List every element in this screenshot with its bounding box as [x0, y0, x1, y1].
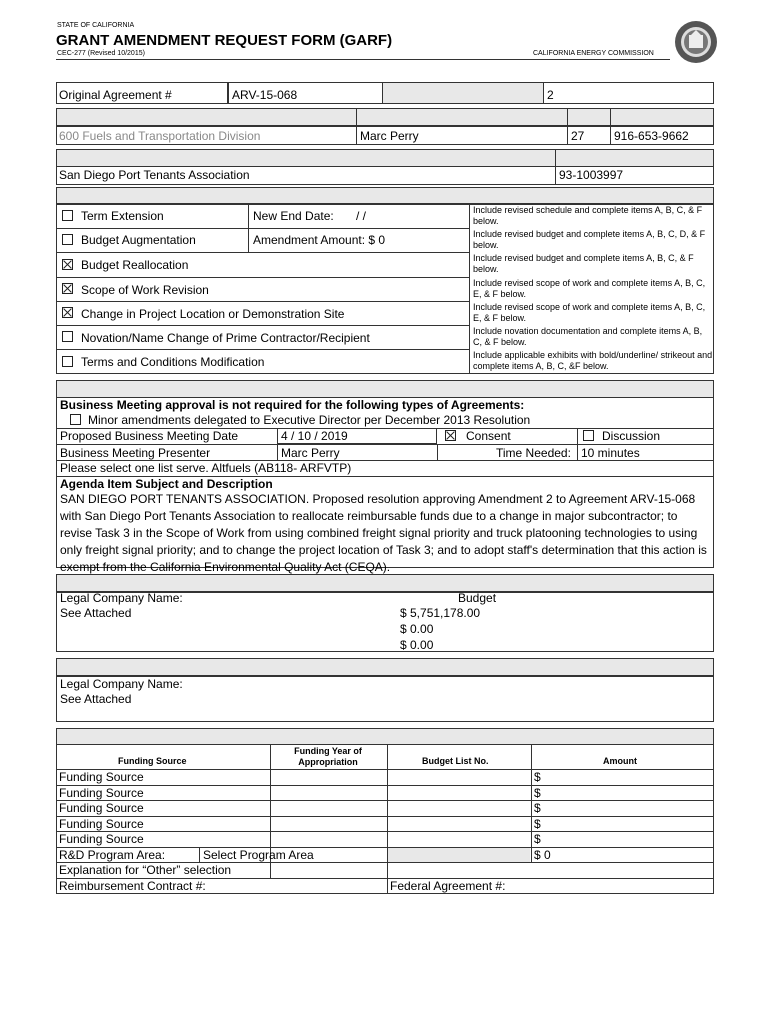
new-end-date-label: New End Date: [253, 209, 334, 223]
listserve-select[interactable]: Please select one list serve. Altfuels (AB118- ARFVTP) [60, 461, 352, 475]
funding-source-row-3[interactable]: Funding Source [59, 801, 144, 815]
terms-conditions-checkbox[interactable] [62, 356, 73, 367]
agency-name: CALIFORNIA ENERGY COMMISSION [533, 50, 654, 57]
vendor-legal-label: Legal Company Name: [60, 677, 183, 691]
new-end-date-field[interactable]: / / [356, 209, 367, 223]
funding-source-row-1[interactable]: Funding Source [59, 770, 144, 784]
agenda-description-field[interactable]: SAN DIEGO PORT TENANTS ASSOCIATION. Proposed resolution approving Amendment 2 to Agreement ARV-15-068 with San Diego Port Tenants Association to reallocate reimbursable funds due to a change in major subcontractor; to revise Task 3 in the Scope of Work from using combined freight signal priority and truck platooning technologies to using only freight signal priority; and to change the project location of Task 3; and to adopt staff's determination that this action is exempt from the California Environmental Quality Act (CEQA). [60, 492, 707, 574]
presenter-field[interactable]: Marc Perry [281, 446, 340, 460]
budget-field-2[interactable]: $ 0.00 [400, 622, 434, 636]
amount-row-5[interactable]: $ [534, 832, 541, 846]
budget-header: Budget [458, 591, 497, 605]
rd-program-select[interactable]: Select Program Area [203, 848, 314, 862]
funding-year-header: Funding Year of Appropriation [294, 746, 362, 767]
original-agreement-label: Original Agreement # [59, 88, 172, 102]
federal-agreement-label: Federal Agreement #: [390, 879, 506, 893]
fein-field[interactable]: 93-1003997 [559, 168, 624, 182]
phone-field[interactable]: 916-653-9662 [614, 129, 689, 143]
original-agreement-field[interactable]: ARV-15-068 [232, 88, 298, 102]
funding-source-row-2[interactable]: Funding Source [59, 786, 144, 800]
energy-commission-seal [674, 20, 718, 64]
novation-label: Novation/Name Change of Prime Contractor/Recipient [81, 331, 370, 345]
funding-source-header: Funding Source [118, 756, 187, 766]
terms-conditions-note: Include applicable exhibits with bold/underline/ strikeout and complete items A, B, C, &F below. [473, 350, 713, 371]
term-extension-note: Include revised schedule and complete items A, B, C, & F below. [473, 205, 703, 226]
subcontractor-name-field[interactable]: See Attached [60, 606, 132, 620]
scope-of-work-label: Scope of Work Revision [81, 283, 209, 297]
minor-amendment-label: Minor amendments delegated to Executive Director per December 2013 Resolution [88, 413, 531, 427]
other-explanation-label: Explanation for “Other” selection [59, 863, 232, 877]
discussion-label: Discussion [602, 429, 661, 443]
funding-source-row-4[interactable]: Funding Source [59, 817, 144, 831]
recipient-field[interactable]: San Diego Port Tenants Association [59, 168, 250, 182]
vendor-name-field[interactable]: See Attached [60, 692, 132, 706]
amount-row-4[interactable]: $ [534, 817, 541, 831]
budget-list-header: Budget List No. [422, 756, 489, 766]
ms-field[interactable]: 27 [571, 129, 585, 143]
term-extension-label: Term Extension [81, 209, 164, 223]
budget-augmentation-checkbox[interactable] [62, 234, 73, 245]
presenter-label: Business Meeting Presenter [60, 446, 211, 460]
term-extension-checkbox[interactable] [62, 210, 73, 221]
novation-checkbox[interactable] [62, 331, 73, 342]
consent-label: Consent [466, 429, 511, 443]
minor-amendment-checkbox[interactable] [70, 414, 81, 425]
proposed-date-label: Proposed Business Meeting Date [60, 429, 239, 443]
discussion-checkbox[interactable] [583, 430, 594, 441]
form-number: CEC-277 (Revised 10/2015) [57, 50, 145, 57]
form-title: GRANT AMENDMENT REQUEST FORM (GARF) [56, 32, 393, 49]
division-field[interactable]: 600 Fuels and Transportation Division [59, 129, 261, 143]
rd-program-label: R&D Program Area: [59, 848, 166, 862]
proposed-date-field[interactable]: 4 / 10 / 2019 [281, 429, 348, 443]
amendment-amount-field[interactable]: Amendment Amount: $ 0 [253, 233, 386, 247]
amount-row-3[interactable]: $ [534, 801, 541, 815]
budget-field-3[interactable]: $ 0.00 [400, 638, 434, 652]
amount-header: Amount [603, 756, 637, 766]
budget-augmentation-label: Budget Augmentation [81, 233, 196, 247]
subcontractor-legal-label: Legal Company Name: [60, 591, 183, 605]
agenda-heading: Agenda Item Subject and Description [60, 477, 273, 491]
project-location-label: Change in Project Location or Demonstration Site [81, 307, 345, 321]
funding-source-row-5[interactable]: Funding Source [59, 832, 144, 846]
budget-field-1[interactable]: $ 5,751,178.00 [400, 606, 481, 620]
time-needed-label: Time Needed: [496, 446, 571, 460]
amendment-number-field[interactable]: 2 [547, 88, 554, 102]
budget-reallocation-note: Include revised budget and complete items A, B, C, & F below. [473, 253, 694, 274]
amount-row-1[interactable]: $ [534, 770, 541, 784]
project-location-checkbox[interactable] [62, 307, 73, 318]
rd-amount-field[interactable]: $ 0 [534, 848, 551, 862]
manager-field[interactable]: Marc Perry [360, 129, 419, 143]
amount-row-2[interactable]: $ [534, 786, 541, 800]
reimbursement-contract-label: Reimbursement Contract #: [59, 879, 206, 893]
state-label: STATE OF CALIFORNIA [57, 22, 135, 29]
time-needed-field[interactable]: 10 minutes [581, 446, 640, 460]
scope-of-work-checkbox[interactable] [62, 283, 73, 294]
consent-checkbox[interactable] [445, 430, 456, 441]
scope-of-work-note: Include revised scope of work and complete items A, B, C, E, & F below. [473, 278, 706, 299]
novation-note: Include novation documentation and complete items A, B, C, & F below. [473, 326, 703, 347]
budget-augmentation-note: Include revised budget and complete items A, B, C, D, & F below. [473, 229, 706, 250]
budget-reallocation-label: Budget Reallocation [81, 258, 189, 272]
budget-reallocation-checkbox[interactable] [62, 259, 73, 270]
business-meeting-heading: Business Meeting approval is not required for the following types of Agreements: [60, 398, 525, 412]
terms-conditions-label: Terms and Conditions Modification [81, 355, 265, 369]
project-location-note: Include revised scope of work and complete items A, B, C, E, & F below. [473, 302, 706, 323]
